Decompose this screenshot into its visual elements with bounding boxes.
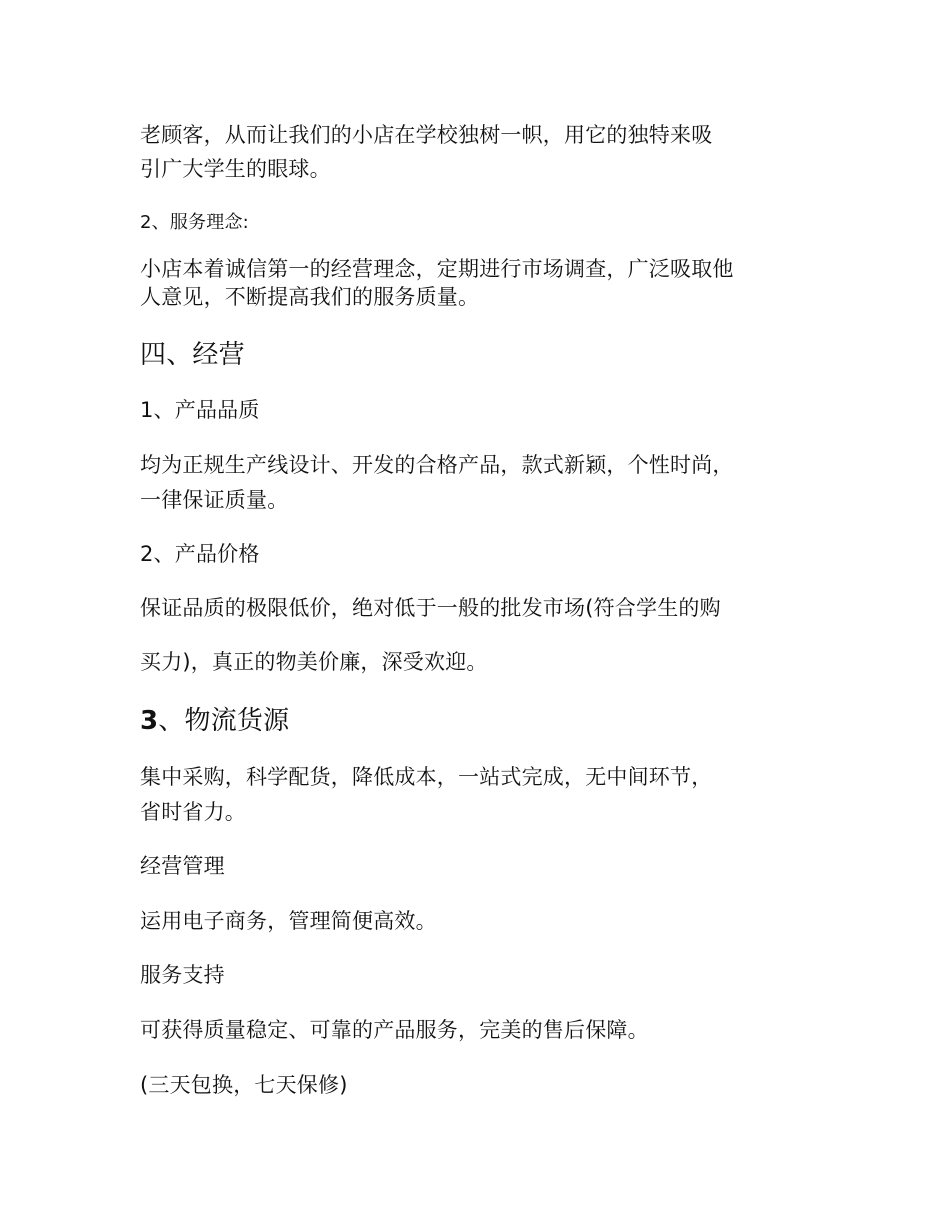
product-price-heading: 2、产品价格: [140, 542, 260, 566]
logistics-heading: [140, 704, 289, 738]
paragraph-line: 人意见，不断提高我们的服务质量。: [140, 285, 480, 309]
paragraph-line: 保证品质的极限低价，绝对低于一般的批发市场(符合学生的购: [140, 596, 721, 620]
paragraph-line: 引广大学生的眼球。: [140, 157, 331, 181]
paragraph-line: (三天包换，七天保修): [140, 1073, 348, 1097]
paragraph-line: 运用电子商务，管理简便高效。: [140, 909, 437, 933]
paragraph-line: 均为正规生产线设计、开发的合格产品，款式新颖，个性时尚，: [140, 453, 734, 477]
paragraph-line: 买力)，真正的物美价廉，深受欢迎。: [140, 650, 488, 674]
paragraph-line: 省时省力。: [140, 800, 246, 824]
service-support-heading: 服务支持: [140, 963, 225, 987]
section-heading: 四、经营: [140, 340, 245, 370]
service-concept-heading: 2、服务理念:: [140, 212, 249, 233]
paragraph-line: 小店本着诚信第一的经营理念，定期进行市场调查，广泛吸取他: [140, 257, 734, 281]
management-heading: 经营管理: [140, 854, 225, 878]
paragraph-line: 一律保证质量。: [140, 488, 289, 512]
paragraph-line: 老顾客，从而让我们的小店在学校独树一帜，用它的独特来吸: [140, 123, 713, 147]
logistics-title: 、物流货源: [158, 706, 290, 736]
paragraph-line: 集中采购，科学配货，降低成本，一站式完成，无中间环节，: [140, 765, 713, 789]
paragraph-line: 可获得质量稳定、可靠的产品服务，完美的售后保障。: [140, 1018, 649, 1042]
product-quality-heading: 1、产品品质: [140, 398, 260, 422]
logistics-number: 3: [140, 706, 159, 736]
